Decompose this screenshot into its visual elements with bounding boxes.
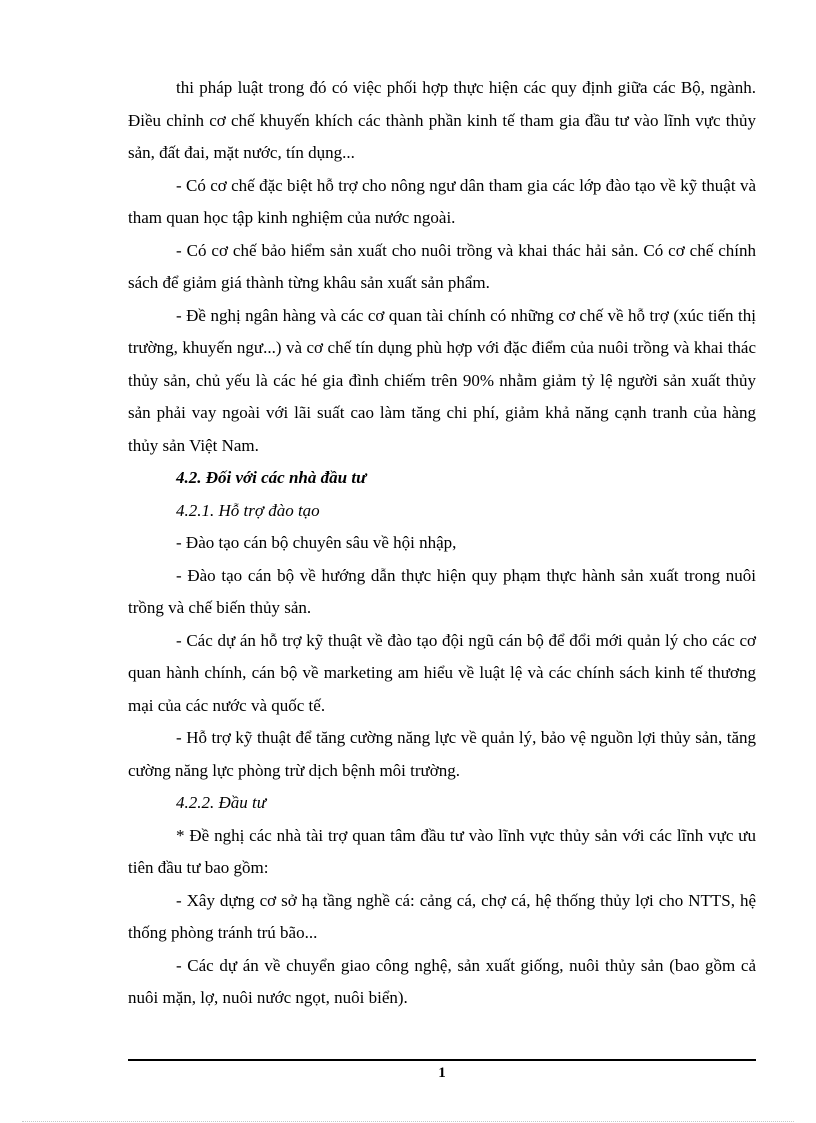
- paragraph-donor-priorities: * Đề nghị các nhà tài trợ quan tâm đầu tư vào lĩnh vực thủy sản với các lĩnh vực ưu tiên đầu tư bao gồm:: [128, 825, 756, 877]
- paragraph-technical-projects: - Các dự án hỗ trợ kỹ thuật về đào tạo đội ngũ cán bộ để đổi mới quản lý cho các cơ quan hành chính, cán bộ về marketing am hiểu về luật lệ và các chính sách kinh tế thương mại của các nước và quốc tế.: [128, 630, 756, 715]
- paragraph-production-insurance: - Có cơ chế bảo hiểm sản xuất cho nuôi trồng và khai thác hải sản. Có cơ chế chính sách để giảm giá thành từng khâu sản xuất sản phẩm.: [128, 240, 756, 292]
- subsection-heading-training: 4.2.1. Hỗ trợ đào tạo: [176, 500, 320, 520]
- paragraph-training-support: - Có cơ chế đặc biệt hỗ trợ cho nông ngư dân tham gia các lớp đào tạo về kỹ thuật và tham quan học tập kinh nghiệm của nước ngoài.: [128, 175, 756, 227]
- paragraph-capacity-building: - Hỗ trợ kỹ thuật để tăng cường năng lực về quản lý, bảo vệ nguồn lợi thủy sản, tăng cường năng lực phòng trừ dịch bệnh môi trường.: [128, 728, 756, 780]
- paragraph-legal-coordination: thi pháp luật trong đó có việc phối hợp thực hiện các quy định giữa các Bộ, ngành. Điều chỉnh cơ chế khuyến khích các thành phần kinh tế tham gia đầu tư vào lĩnh vực thủy sản, đất đai, mặt nước, tín dụng...: [128, 78, 756, 162]
- paragraph-integration-training: - Đào tạo cán bộ chuyên sâu về hội nhập,: [176, 533, 457, 552]
- section-heading-investors: 4.2. Đối với các nhà đầu tư: [176, 468, 367, 487]
- subsection-heading-investment: 4.2.2. Đầu tư: [176, 793, 267, 812]
- footer-divider: [128, 1059, 756, 1061]
- page-number: 1: [438, 1065, 446, 1081]
- paragraph-practice-guidance: - Đào tạo cán bộ về hướng dẫn thực hiện quy phạm thực hành sản xuất trong nuôi trồng và chế biến thủy sản.: [128, 565, 756, 617]
- paragraph-infrastructure: - Xây dựng cơ sở hạ tầng nghề cá: cảng cá, chợ cá, hệ thống thủy lợi cho NTTS, hệ thống phòng tránh trú bão...: [128, 890, 756, 942]
- document-body: [128, 72, 756, 1015]
- paragraph-bank-credit: - Đề nghị ngân hàng và các cơ quan tài chính có những cơ chế về hỗ trợ (xúc tiến thị trường, khuyến ngư...) và cơ chế tín dụng phù hợp với đặc điểm của nuôi trồng và khai thác thủy sản, chủ yếu là các hé gia đình chiếm trên 90% nhằm giảm tỷ lệ người sản xuất thủy sản phải vay ngoài với lãi suất cao làm tăng chi phí, giảm khả năng cạnh tranh của hàng thủy sản Việt Nam.: [128, 305, 756, 455]
- page-edge-divider: [22, 1121, 794, 1122]
- paragraph-technology-transfer: - Các dự án về chuyển giao công nghệ, sản xuất giống, nuôi thủy sản (bao gồm cả nuôi mặn, lợ, nuôi nước ngọt, nuôi biển).: [128, 955, 756, 1007]
